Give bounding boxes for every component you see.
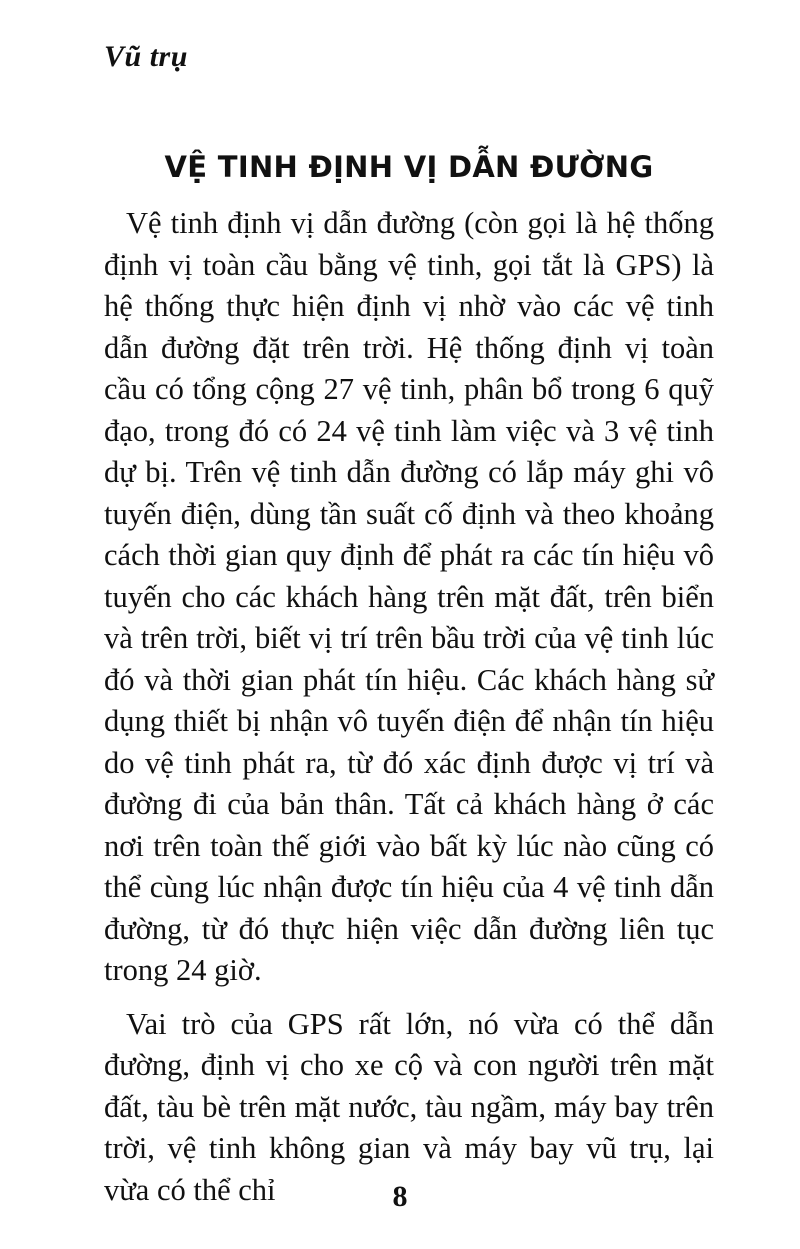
- body-text: [104, 203, 714, 1211]
- running-header: Vũ trụ: [104, 40, 188, 73]
- paragraph-2: Vai trò của GPS rất lớn, nó vừa có thể dẫn đường, định vị cho xe cộ và con người trên mặt đất, tàu bè trên mặt nước, tàu ngầm, máy bay trên trời, vệ tinh không gian và máy bay vũ trụ, lại vừa có thể chỉ: [104, 1006, 714, 1207]
- page-number: 8: [392, 1180, 408, 1213]
- chapter-title: VỆ TINH ĐỊNH VỊ DẪN ĐƯỜNG: [164, 150, 654, 184]
- paragraph-1: Vệ tinh định vị dẫn đường (còn gọi là hệ thống định vị toàn cầu bằng vệ tinh, gọi tắt là GPS) là hệ thống thực hiện định vị nhờ vào các vệ tinh dẫn đường đặt trên trời. Hệ thống định vị toàn cầu có tổng cộng 27 vệ tinh, phân bổ trong 6 quỹ đạo, trong đó có 24 vệ tinh làm việc và 3 vệ tinh dự bị. Trên vệ tinh dẫn đường có lắp máy ghi vô tuyến điện, dùng tần suất cố định và theo khoảng cách thời gian quy định để phát ra các tín hiệu vô tuyến cho các khách hàng trên mặt đất, trên biển và trên trời, biết vị trí trên bầu trời của vệ tinh lúc đó và thời gian phát tín hiệu. Các khách hàng sử dụng thiết bị nhận vô tuyến điện để nhận tín hiệu do vệ tinh phát ra, từ đó xác định được vị trí và đường đi của bản thân. Tất cả khách hàng ở các nơi trên toàn thế giới vào bất kỳ lúc nào cũng có thể cùng lúc nhận được tín hiệu của 4 vệ tinh dẫn đường, từ đó thực hiện việc dẫn đường liên tục trong 24 giờ.: [104, 206, 714, 987]
